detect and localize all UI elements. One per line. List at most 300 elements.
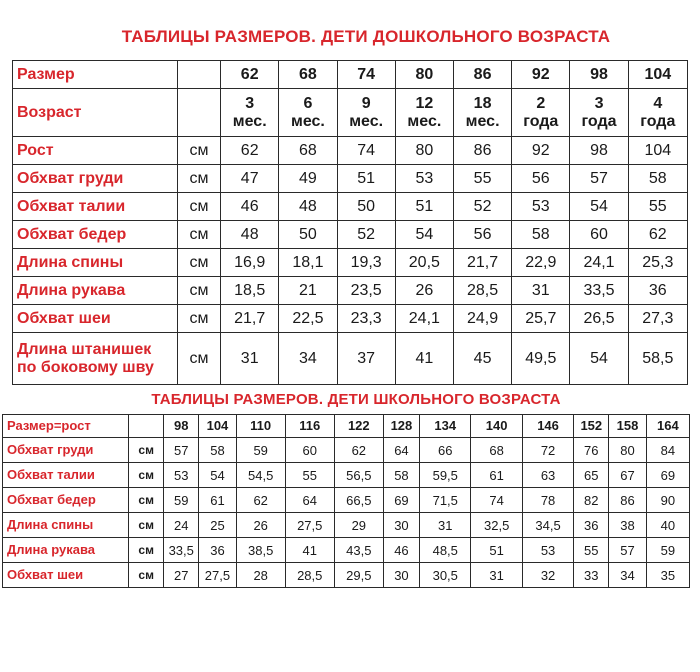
value-cell [164, 563, 199, 588]
age-unit: мес. [407, 112, 442, 130]
measurement-row [13, 305, 688, 333]
cell-text: 27,3 [642, 309, 674, 327]
cell-text: 35 [660, 567, 676, 583]
cell-text: см [138, 493, 154, 507]
cell-text: 18,5 [234, 281, 266, 299]
unit-cell [177, 305, 220, 333]
size-header-cell [628, 61, 687, 89]
value-cell [221, 305, 279, 333]
value-cell [471, 538, 522, 563]
cell-text: 31 [438, 517, 453, 533]
cell-text: 21,7 [467, 253, 499, 271]
unit-cell [129, 538, 164, 563]
cell-text: 74 [489, 492, 504, 508]
value-cell [337, 165, 395, 193]
value-cell [279, 137, 337, 165]
measurement-row [3, 463, 690, 488]
cell-text: 58,5 [642, 349, 674, 367]
row-label [13, 333, 178, 385]
cell-text: 60 [302, 442, 317, 458]
cell-text: 54 [590, 349, 608, 367]
value-cell [279, 277, 337, 305]
row-label [13, 61, 178, 89]
cell-text: 86 [473, 141, 492, 159]
value-cell [236, 488, 285, 513]
value-cell [337, 305, 395, 333]
cell-text: 82 [584, 492, 599, 508]
cell-text: 61 [210, 492, 225, 508]
cell-text: 36 [584, 517, 599, 533]
age-number: 2 [536, 94, 546, 112]
value-cell [221, 165, 279, 193]
value-cell [279, 165, 337, 193]
value-cell [199, 563, 236, 588]
value-cell [221, 137, 279, 165]
cell-text: 80 [415, 141, 434, 159]
cell-text: 23,5 [350, 281, 382, 299]
value-cell [574, 438, 609, 463]
value-cell [236, 563, 285, 588]
value-cell [522, 438, 573, 463]
cell-text: см [138, 468, 154, 482]
value-cell [236, 438, 285, 463]
age-cell [453, 89, 511, 137]
row-label [13, 249, 178, 277]
measurement-row [3, 538, 690, 563]
unit-cell [177, 277, 220, 305]
value-cell [628, 165, 687, 193]
cell-text: 24 [174, 517, 189, 533]
cell-text: 104 [644, 65, 672, 83]
value-cell [646, 463, 689, 488]
value-cell [420, 488, 471, 513]
measurement-row [13, 277, 688, 305]
value-cell [453, 165, 511, 193]
cell-text: Обхват бедер [17, 225, 127, 243]
cell-text: 56 [531, 169, 550, 187]
measurement-row [13, 165, 688, 193]
cell-text: 48 [299, 197, 317, 215]
value-cell [383, 538, 419, 563]
age-cell [395, 89, 453, 137]
cell-text: 158 [616, 417, 639, 433]
size-header-cell [471, 415, 522, 438]
cell-text: 98 [590, 65, 608, 83]
size-header-cell [512, 61, 570, 89]
value-cell [609, 463, 646, 488]
measurement-row [3, 563, 690, 588]
cell-text: 32 [540, 567, 556, 583]
cell-text: см [189, 309, 209, 327]
unit-cell [129, 438, 164, 463]
cell-text: 32,5 [484, 517, 510, 533]
cell-text: Рост [17, 141, 54, 159]
row-label [3, 513, 129, 538]
cell-text: 33,5 [583, 281, 615, 299]
cell-text: 34,5 [535, 517, 561, 533]
cell-text: 76 [584, 442, 599, 458]
row-label [13, 165, 178, 193]
value-cell [570, 249, 628, 277]
cell-text: 78 [540, 492, 556, 508]
size-header-cell [199, 415, 236, 438]
unit-cell [129, 415, 164, 438]
cell-text: 110 [250, 417, 272, 433]
cell-text: 34 [299, 349, 317, 367]
cell-text: 30,5 [432, 567, 458, 583]
value-cell [609, 563, 646, 588]
value-cell [570, 193, 628, 221]
cell-text: 86 [473, 65, 492, 83]
cell-text: 63 [540, 467, 556, 483]
cell-text: 33 [584, 567, 599, 583]
cell-text: 23,3 [350, 309, 382, 327]
cell-text: 38,5 [248, 542, 274, 558]
cell-text: 47 [240, 169, 259, 187]
value-cell [285, 538, 334, 563]
value-cell [471, 463, 522, 488]
value-cell [646, 563, 689, 588]
cell-text: 90 [660, 492, 676, 508]
value-cell [453, 277, 511, 305]
cell-text: Длина спины [17, 253, 124, 271]
value-cell [334, 438, 383, 463]
value-cell [471, 563, 522, 588]
cell-text: 28,5 [297, 567, 323, 583]
value-cell [574, 513, 609, 538]
cell-text: 51 [357, 169, 376, 187]
unit-cell [177, 89, 220, 137]
value-cell [570, 277, 628, 305]
unit-cell [177, 137, 220, 165]
cell-text: 55 [584, 542, 599, 558]
cell-text: 55 [302, 467, 317, 483]
cell-text: 57 [174, 442, 189, 458]
cell-text: 128 [390, 417, 413, 433]
cell-text: 69 [660, 467, 676, 483]
cell-text: 84 [660, 442, 676, 458]
value-cell [285, 463, 334, 488]
value-cell [279, 221, 337, 249]
cell-text: 53 [174, 467, 189, 483]
cell-text: 52 [473, 197, 492, 215]
cell-text: 28,5 [467, 281, 499, 299]
value-cell [570, 305, 628, 333]
value-cell [570, 221, 628, 249]
value-cell [453, 249, 511, 277]
cell-text: 104 [644, 141, 672, 159]
measurement-row [13, 333, 688, 385]
cell-text: 55 [473, 169, 492, 187]
row-label [13, 193, 178, 221]
value-cell [512, 277, 570, 305]
cell-text: 26 [415, 281, 434, 299]
cell-text: 92 [531, 141, 550, 159]
age-unit: года [523, 112, 559, 130]
cell-text: 104 [206, 417, 229, 433]
cell-text: 57 [590, 169, 608, 187]
preschool-table-title: ТАБЛИЦЫ РАЗМЕРОВ. ДЕТИ ДОШКОЛЬНОГО ВОЗРАСТА [121, 27, 611, 46]
cell-text: 49,5 [525, 349, 557, 367]
size-header-cell [420, 415, 471, 438]
unit-cell [129, 563, 164, 588]
value-cell [609, 513, 646, 538]
cell-text: 53 [540, 542, 556, 558]
cell-text: 59,5 [432, 467, 458, 483]
age-number: 4 [653, 94, 663, 112]
cell-text: 92 [531, 65, 550, 83]
row-label [3, 538, 129, 563]
row-label [3, 563, 129, 588]
cell-text: см [138, 518, 154, 532]
age-number: 3 [245, 94, 255, 112]
value-cell [522, 488, 573, 513]
measurement-row [3, 513, 690, 538]
cell-text: Длина рукава [17, 281, 126, 299]
header-row [3, 415, 690, 438]
cell-text: 25,7 [525, 309, 557, 327]
cell-text: 71,5 [432, 492, 458, 508]
unit-cell [129, 488, 164, 513]
cell-text: 40 [660, 517, 676, 533]
cell-text: 51 [489, 542, 504, 558]
row-label [3, 415, 129, 438]
cell-text: 98 [174, 417, 189, 433]
cell-text: 27 [174, 567, 189, 583]
cell-text: 59 [174, 492, 189, 508]
value-cell [337, 193, 395, 221]
cell-text: 46 [394, 542, 409, 558]
cell-text: 59 [253, 442, 268, 458]
size-header-cell [221, 61, 279, 89]
age-cell [221, 89, 279, 137]
value-cell [236, 463, 285, 488]
measurement-row [13, 137, 688, 165]
value-cell [285, 513, 334, 538]
value-cell [199, 488, 236, 513]
value-cell [383, 438, 419, 463]
cell-text: 122 [347, 417, 370, 433]
cell-text: 43,5 [346, 542, 372, 558]
school-table-title: ТАБЛИЦЫ РАЗМЕРОВ. ДЕТИ ШКОЛЬНОГО ВОЗРАСТА [151, 391, 561, 408]
cell-text: 31 [489, 567, 504, 583]
cell-text: 46 [240, 197, 259, 215]
cell-text: 30 [394, 517, 409, 533]
unit-cell [177, 333, 220, 385]
age-unit: мес. [349, 112, 384, 130]
unit-cell [129, 463, 164, 488]
cell-text: 146 [537, 417, 559, 433]
value-cell [570, 137, 628, 165]
value-cell [221, 193, 279, 221]
preschool-size-table [12, 60, 688, 385]
size-header-cell [570, 61, 628, 89]
cell-text: 80 [415, 65, 434, 83]
cell-text: 48,5 [432, 542, 458, 558]
cell-text: 55 [648, 197, 667, 215]
cell-text: 54 [210, 467, 225, 483]
age-cell [279, 89, 337, 137]
size-header-cell [395, 61, 453, 89]
value-cell [279, 305, 337, 333]
age-number: 18 [473, 94, 492, 112]
cell-text: 33,5 [168, 542, 194, 558]
cell-text: 80 [620, 442, 635, 458]
value-cell [471, 438, 522, 463]
cell-text: Возраст [17, 103, 82, 121]
value-cell [646, 538, 689, 563]
value-cell [453, 333, 511, 385]
value-cell [453, 221, 511, 249]
cell-text: 36 [648, 281, 667, 299]
size-header-cell [646, 415, 689, 438]
cell-text: 29,5 [346, 567, 372, 583]
cell-text: см [138, 543, 154, 557]
value-cell [279, 333, 337, 385]
cell-text: 152 [580, 417, 603, 433]
age-unit: мес. [232, 112, 267, 130]
cell-text: 64 [302, 492, 317, 508]
cell-text: см [189, 253, 209, 271]
row-label [13, 305, 178, 333]
cell-text: 29 [351, 517, 367, 533]
cell-text: 30 [394, 567, 409, 583]
value-cell [453, 193, 511, 221]
cell-text: 36 [210, 542, 225, 558]
value-cell [221, 277, 279, 305]
cell-text: 48 [240, 225, 259, 243]
cell-text: 38 [620, 517, 635, 533]
value-cell [609, 538, 646, 563]
value-cell [522, 463, 573, 488]
cell-text: 26 [253, 517, 268, 533]
cell-text: см [189, 281, 209, 299]
cell-text: 116 [299, 417, 321, 433]
cell-text: 50 [357, 197, 376, 215]
value-cell [383, 563, 419, 588]
value-cell [628, 277, 687, 305]
value-cell [574, 488, 609, 513]
cell-text: 65 [584, 467, 599, 483]
value-cell [337, 221, 395, 249]
size-header-cell [453, 61, 511, 89]
value-cell [609, 488, 646, 513]
cell-text: 58 [210, 442, 225, 458]
value-cell [199, 513, 236, 538]
value-cell [285, 438, 334, 463]
cell-text: 24,9 [467, 309, 499, 327]
cell-text: 56 [473, 225, 492, 243]
value-cell [285, 563, 334, 588]
cell-text: Обхват талии [17, 197, 126, 215]
cell-text: 34 [620, 567, 635, 583]
cell-text: 62 [240, 65, 259, 83]
unit-cell [177, 221, 220, 249]
cell-text: см [189, 225, 209, 243]
value-cell [395, 249, 453, 277]
cell-text: 19,3 [350, 253, 382, 271]
value-cell [395, 277, 453, 305]
cell-text: Обхват груди [7, 441, 94, 457]
value-cell [337, 333, 395, 385]
value-cell [628, 333, 687, 385]
age-unit: года [581, 112, 617, 130]
row-label [13, 221, 178, 249]
value-cell [383, 463, 419, 488]
size-header-cell [279, 61, 337, 89]
measurement-row [3, 488, 690, 513]
age-unit: мес. [290, 112, 325, 130]
value-cell [512, 137, 570, 165]
cell-text: 98 [590, 141, 608, 159]
age-cell [628, 89, 687, 137]
value-cell [236, 513, 285, 538]
value-cell [453, 305, 511, 333]
cell-text: 57 [620, 542, 635, 558]
value-cell [646, 513, 689, 538]
cell-text: 41 [302, 542, 317, 558]
value-cell [285, 488, 334, 513]
cell-text: Размер [17, 65, 75, 83]
row-label [3, 488, 129, 513]
cell-text: 59 [660, 542, 676, 558]
value-cell [512, 193, 570, 221]
value-cell [471, 488, 522, 513]
value-cell [453, 137, 511, 165]
age-number: 9 [361, 94, 371, 112]
size-header-cell [334, 415, 383, 438]
cell-text: 25 [210, 517, 225, 533]
cell-text: 45 [473, 349, 492, 367]
value-cell [337, 249, 395, 277]
value-cell [395, 165, 453, 193]
cell-text: 26,5 [583, 309, 615, 327]
value-cell [574, 538, 609, 563]
value-cell [646, 438, 689, 463]
age-number: 12 [415, 94, 434, 112]
measurement-row [13, 249, 688, 277]
value-cell [236, 538, 285, 563]
value-cell [609, 438, 646, 463]
value-cell [628, 221, 687, 249]
cell-text: 72 [540, 442, 556, 458]
size-header-cell [164, 415, 199, 438]
cell-text: 31 [240, 349, 259, 367]
cell-text: 68 [299, 65, 317, 83]
value-cell [420, 438, 471, 463]
cell-text: 54 [415, 225, 434, 243]
value-cell [279, 193, 337, 221]
value-cell [522, 513, 573, 538]
value-cell [337, 277, 395, 305]
value-cell [574, 463, 609, 488]
value-cell [334, 563, 383, 588]
measurement-row [13, 221, 688, 249]
cell-text: 50 [299, 225, 317, 243]
cell-text: Обхват шеи [7, 566, 84, 582]
cell-text: см [189, 169, 209, 187]
cell-text: Длина спины [7, 516, 94, 532]
cell-text: 74 [357, 65, 376, 83]
value-cell [471, 513, 522, 538]
value-cell [420, 538, 471, 563]
cell-text: 53 [531, 197, 550, 215]
cell-text: 66,5 [346, 492, 372, 508]
cell-text: 58 [531, 225, 550, 243]
size-header-cell [522, 415, 573, 438]
cell-text: 37 [357, 349, 376, 367]
cell-text: 22,9 [525, 253, 557, 271]
